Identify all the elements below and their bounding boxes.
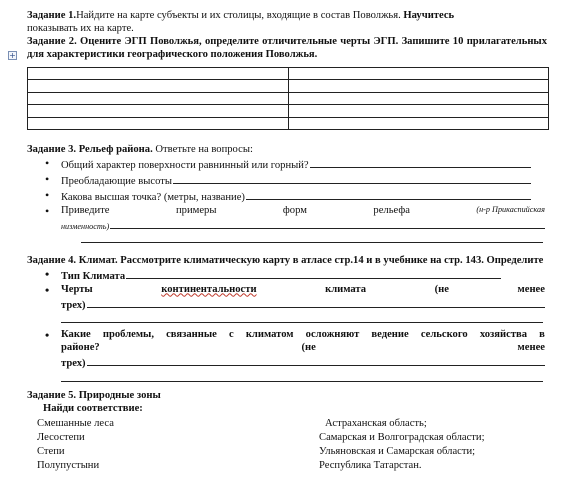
question-word: сельского xyxy=(420,329,468,341)
question-word: (не xyxy=(434,283,449,295)
question-word: проблемы, xyxy=(102,329,154,341)
region-item: Самарская и Волгоградская области; xyxy=(319,432,485,444)
question-word: рельефа xyxy=(373,204,410,216)
question-word: в xyxy=(539,329,545,341)
table-cell[interactable] xyxy=(288,92,549,105)
answer-line[interactable] xyxy=(110,218,545,229)
zone-item: Лесостепи xyxy=(37,432,85,444)
table-row xyxy=(28,105,549,118)
answer-line[interactable] xyxy=(87,355,545,366)
table-cell[interactable] xyxy=(288,80,549,93)
question-word: • Приведите xyxy=(61,204,110,216)
question-text: • Преобладающие высоты xyxy=(61,176,172,188)
answer-line[interactable] xyxy=(61,312,543,323)
question-text: • Общий характер поверхности равнинный или горный? xyxy=(61,160,309,172)
answer-line[interactable] xyxy=(310,157,531,168)
epg-table-wrap xyxy=(9,50,547,131)
table-cell[interactable] xyxy=(28,117,289,130)
list-item xyxy=(47,173,547,189)
task-4: Задание 4. Климат. Рассмотрите климатическую карту в атласе стр.14 и в учебнике на стр. 143. Определите xyxy=(27,254,544,266)
task-1-text: Найдите на карте субъекты и их столицы, входящие в состав Поволжья. xyxy=(76,10,401,21)
question-word: климатом xyxy=(245,329,294,341)
question-line3: трех) xyxy=(61,358,86,370)
question-hint: (н-р Прикаспийская xyxy=(476,204,545,214)
question-word-spellcheck: континентальности xyxy=(161,283,257,295)
regions-column xyxy=(319,418,547,474)
region-item: Республика Татарстан. xyxy=(319,460,422,472)
task-1 xyxy=(27,10,547,36)
question-text: • Тип Климата xyxy=(61,270,126,282)
answer-line[interactable] xyxy=(173,173,531,184)
task-4-questions-2 xyxy=(27,329,547,371)
zone-item: Полупустыни xyxy=(37,460,100,472)
table-move-handle-icon[interactable]: + xyxy=(9,50,16,60)
table-row xyxy=(28,67,549,80)
table-cell[interactable] xyxy=(28,92,289,105)
answer-line[interactable] xyxy=(126,268,501,279)
table-cell[interactable] xyxy=(288,117,549,130)
question-word: осложняют xyxy=(305,329,360,341)
question-word: ведение xyxy=(371,329,409,341)
question-word: хозяйства xyxy=(479,329,528,341)
answer-line[interactable] xyxy=(87,297,545,308)
table-cell[interactable] xyxy=(28,105,289,118)
question-text: • Какова высшая точка? (метры, название) xyxy=(61,191,245,203)
list-item xyxy=(47,284,547,313)
region-item: Астраханская область; xyxy=(325,418,427,430)
question-word: (не xyxy=(301,342,316,354)
zone-item: Смешанные леса xyxy=(37,418,114,430)
table-cell[interactable] xyxy=(28,67,289,80)
task-3-label: Задание 3. Рельеф района. xyxy=(27,144,153,156)
question-word: менее xyxy=(517,342,545,354)
list-item xyxy=(47,329,547,371)
question-word: • Черты xyxy=(61,283,93,295)
worksheet-page xyxy=(9,10,547,474)
table-row xyxy=(28,117,549,130)
task-3 xyxy=(27,144,547,157)
table-row xyxy=(28,80,549,93)
task-5-title: Задание 5. Природные зоны xyxy=(27,390,161,402)
zone-item: Степи xyxy=(37,446,65,458)
list-item xyxy=(47,157,547,173)
question-hint-line2: низменность) xyxy=(61,221,110,231)
table-cell[interactable] xyxy=(288,105,549,118)
table-row xyxy=(28,92,549,105)
region-item: Ульяновская и Самарская области; xyxy=(319,446,476,458)
zones-column xyxy=(27,418,319,474)
answer-line[interactable] xyxy=(246,189,531,200)
matching-columns xyxy=(27,418,547,474)
question-word: примеры xyxy=(175,204,217,216)
question-word: форм xyxy=(282,204,307,216)
list-item xyxy=(47,189,547,205)
question-word: менее xyxy=(517,283,545,295)
task-3-text: Ответьте на вопросы: xyxy=(155,144,253,156)
question-word: районе? xyxy=(61,342,100,354)
question-line2: трех) xyxy=(61,299,86,311)
task-1-bold-tail: Научитесь xyxy=(403,10,455,21)
epg-adjectives-table xyxy=(27,67,549,131)
list-item xyxy=(47,268,547,284)
task-5-subtitle: Найди соответствие: xyxy=(43,403,143,415)
question-word: связанные xyxy=(166,329,217,341)
task-1-line2: показывать их на карте. xyxy=(27,22,134,34)
table-cell[interactable] xyxy=(28,80,289,93)
answer-line[interactable] xyxy=(61,371,543,382)
task-3-questions xyxy=(27,157,547,232)
list-item xyxy=(47,205,547,232)
table-cell[interactable] xyxy=(288,67,549,80)
task-1-label: Задание 1. xyxy=(27,10,77,21)
answer-line[interactable] xyxy=(81,232,543,243)
task-2: Задание 2. Оцените ЭГП Поволжья, определите отличительные черты ЭГП. Запишите 10 прилагательных для характеристики географического положения Поволжья. xyxy=(27,35,547,60)
question-word: с xyxy=(228,329,234,341)
task-4-questions xyxy=(27,268,547,313)
question-word: климата xyxy=(325,283,367,295)
question-word: • Какие xyxy=(61,329,91,341)
